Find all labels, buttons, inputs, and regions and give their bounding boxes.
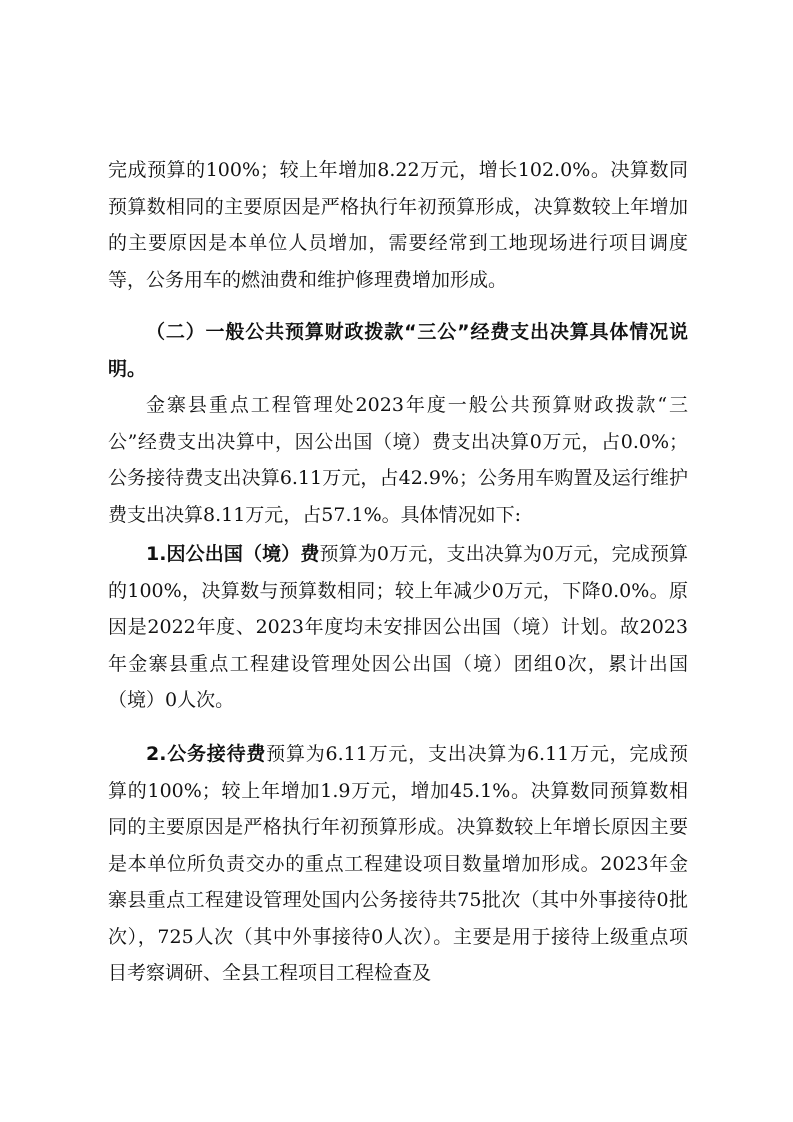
- paragraph-text: 完成预算的100%；较上年增加8.22万元，增长102.0%。决算数同预算数相同的主要原因是严格执行年初预算形成，决算数较上年增加的主要原因是本单位人员增加，需要经常到工地现场进行项目调度等，公务用车的燃油费和维护修理费增加形成。: [108, 159, 688, 291]
- paragraph-continuation: [108, 152, 688, 298]
- item-body: 预算为0万元，支出决算为0万元，完成预算的100%，决算数与预算数相同；较上年减少0万元，下降0.0%。原因是2022年度、2023年度均未安排因公出国（境）计划。故2023年金寨县重点工程建设管理处因公出国（境）团组0次，累计出国（境）0人次。: [108, 543, 688, 711]
- paragraph-body: [108, 536, 688, 719]
- item-lead: 1.因公出国（境）费: [146, 543, 320, 565]
- section-heading-text: （二）一般公共预算财政拨款“三公”经费支出决算具体情况说明。: [108, 321, 688, 380]
- paragraph-summary: [108, 387, 688, 533]
- paragraph-body: [108, 736, 688, 992]
- paragraph-overseas-travel: [108, 536, 688, 719]
- section-heading: [108, 314, 688, 387]
- item-lead: 2.公务接待费: [146, 743, 267, 765]
- paragraph-reception: [108, 736, 688, 992]
- item-body: 预算为6.11万元，支出决算为6.11万元，完成预算的100%；较上年增加1.9万元，增加45.1%。决算数同预算数相同的主要原因是严格执行年初预算形成。决算数较上年增长原因主要是本单位所负责交办的重点工程建设项目数量增加形成。2023年金寨县重点工程建设管理处国内公务接待共75批次（其中外事接待0批次），725人次（其中外事接待0人次）。主要是用于接待上级重点项目考察调研、全县工程项目工程检查及: [108, 743, 688, 984]
- paragraph-text: 金寨县重点工程管理处2023年度一般公共预算财政拨款“三公”经费支出决算中，因公出国（境）费支出决算0万元，占0.0%；公务接待费支出决算6.11万元，占42.9%；公务用车购置及运行维护费支出决算8.11万元，占57.1%。具体情况如下:: [108, 394, 688, 526]
